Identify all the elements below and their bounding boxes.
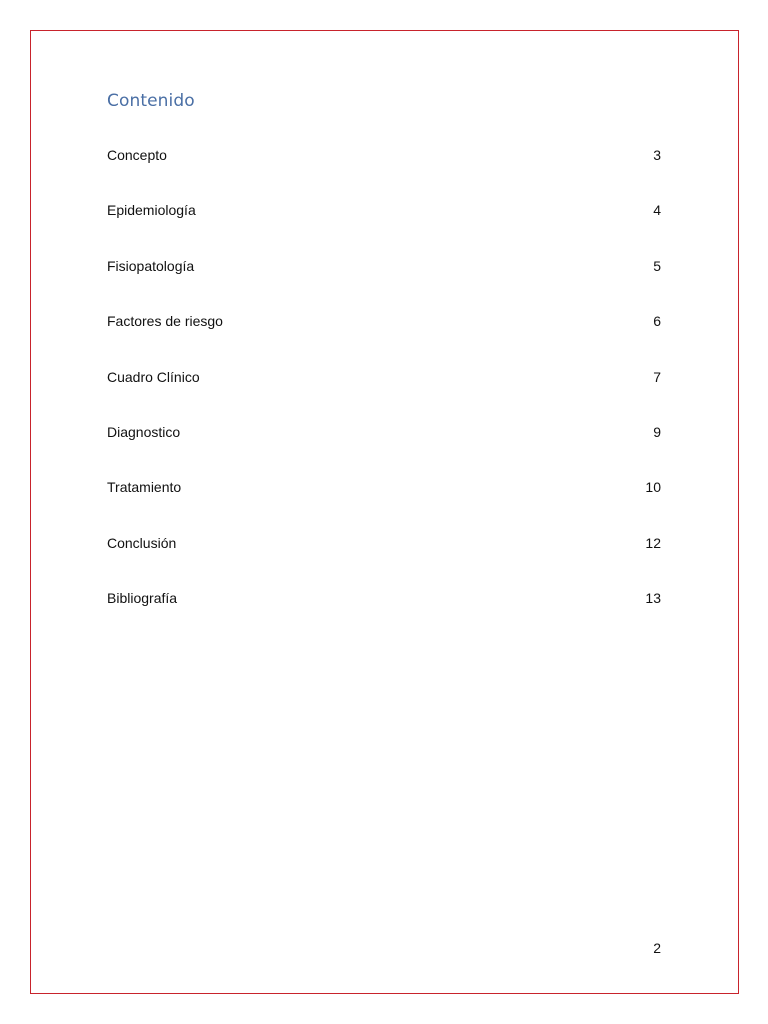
toc-entry-bibliografia[interactable]: [107, 590, 661, 645]
toc-entry-page: 4: [653, 202, 661, 219]
toc-entry-title: Concepto: [107, 147, 167, 163]
toc-entry-page: 10: [645, 479, 661, 496]
toc-entry-concepto[interactable]: [107, 147, 661, 202]
toc-entry-page: 7: [653, 368, 661, 385]
toc-list: [107, 147, 661, 646]
toc-entry-factores-de-riesgo[interactable]: [107, 313, 661, 368]
toc-entry-title: Fisiopatología: [107, 257, 195, 274]
toc-entry-title: Bibliografía: [107, 590, 178, 607]
toc-entry-title: Diagnostico: [107, 423, 181, 440]
toc-entry-page: 13: [645, 590, 661, 607]
toc-entry-title: Tratamiento: [107, 479, 182, 496]
toc-heading: Contenido: [107, 91, 195, 111]
toc-entry-cuadro-clinico[interactable]: [107, 369, 661, 424]
page-number: 2: [653, 940, 661, 956]
toc-entry-page: 5: [653, 257, 661, 274]
toc-entry-title: Epidemiología: [107, 202, 196, 219]
toc-entry-conclusion[interactable]: [107, 535, 661, 590]
toc-entry-title: Cuadro Clínico: [107, 368, 200, 385]
toc-entry-page: 6: [653, 313, 661, 330]
toc-entry-fisiopatologia[interactable]: [107, 258, 661, 313]
toc-entry-tratamiento[interactable]: [107, 479, 661, 534]
toc-entry-page: 12: [645, 534, 661, 551]
toc-entry-page: 3: [653, 147, 661, 163]
toc-entry-page: 9: [653, 423, 661, 440]
toc-entry-diagnostico[interactable]: [107, 424, 661, 479]
toc-entry-epidemiologia[interactable]: [107, 202, 661, 257]
toc-entry-title: Conclusión: [107, 534, 177, 551]
toc-entry-title: Factores de riesgo: [107, 313, 223, 330]
